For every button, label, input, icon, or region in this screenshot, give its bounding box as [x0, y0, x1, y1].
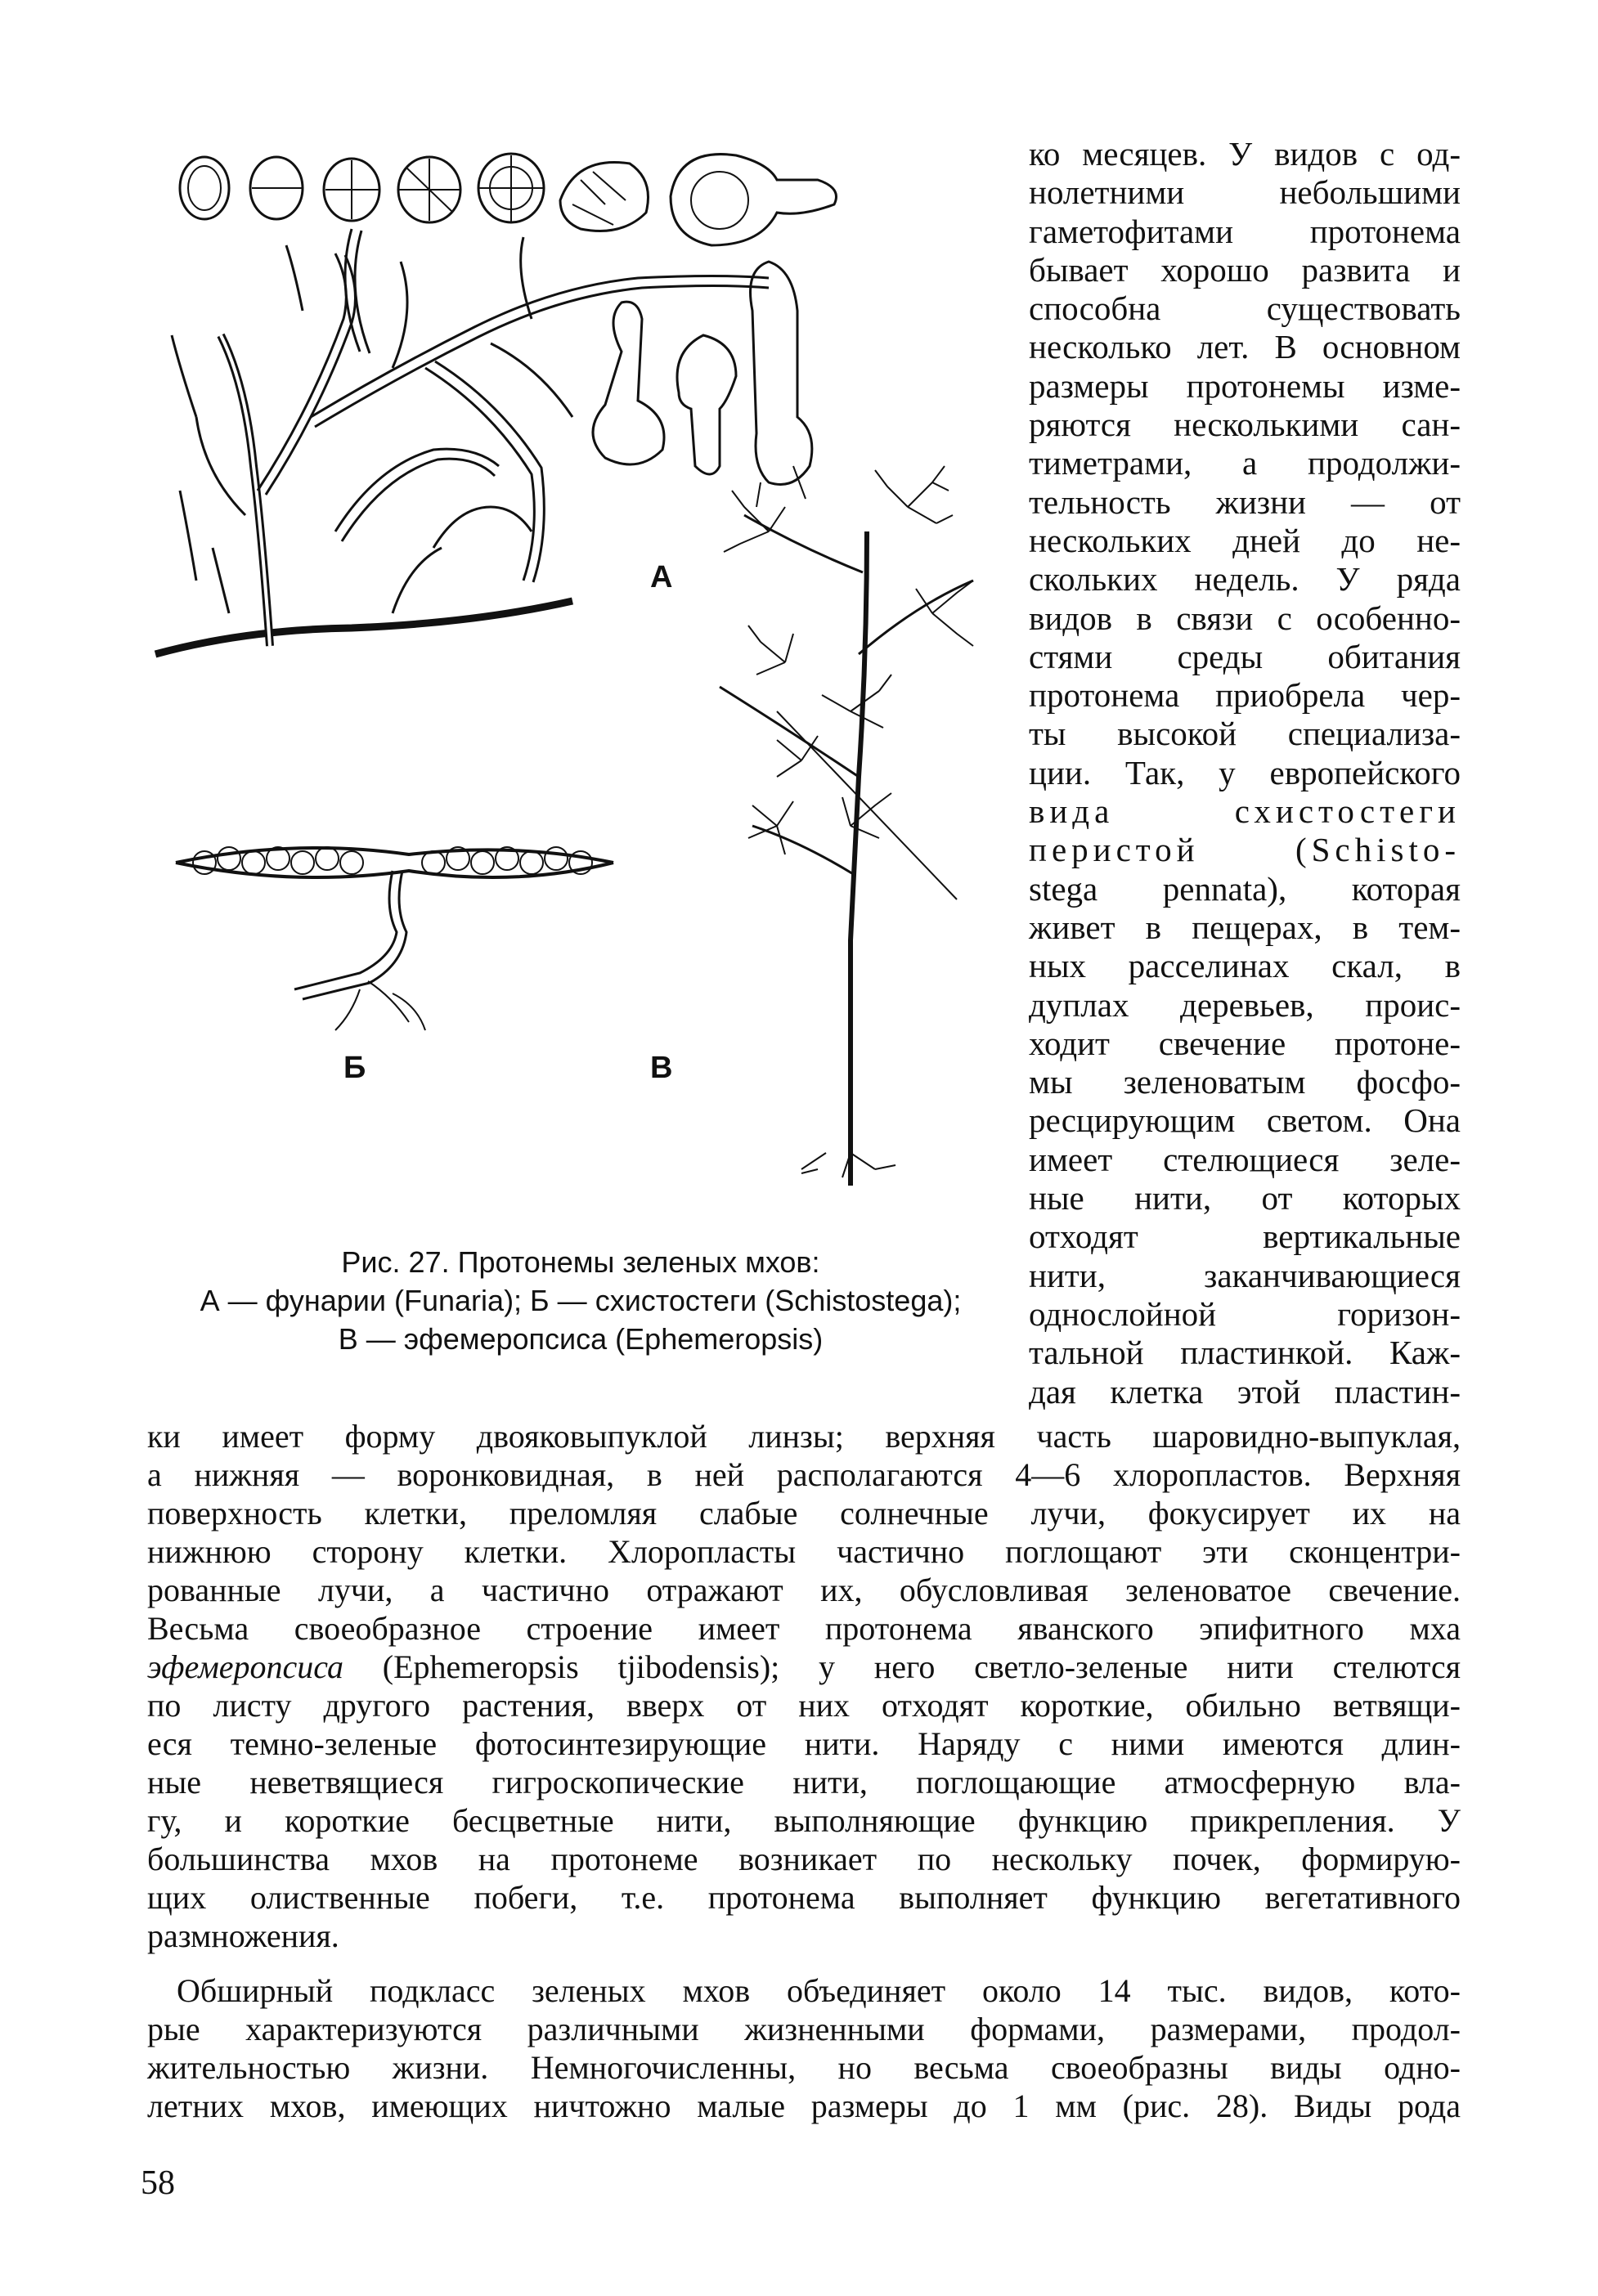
germinating-spores — [593, 262, 812, 507]
text-line: нолетними небольшими — [1029, 173, 1461, 212]
text-line: ресцирующим светом. Она — [1029, 1101, 1461, 1140]
text-line: способна существовать — [1029, 289, 1461, 328]
text-line: большинства мхов на протонеме возникает по нескольку почек, формирую- — [147, 1841, 1461, 1877]
text-line: ряются несколькими сан- — [1029, 406, 1461, 444]
text-line: Весьма своеобразное строение имеет протонема яванского эпифитного мха — [147, 1610, 1461, 1647]
text-line: размеры протонемы изме- — [1029, 366, 1461, 405]
caption-line: Рис. 27. Протонемы зеленых мхов: — [341, 1245, 820, 1279]
text-line: протонема приобрела чер- — [1029, 676, 1461, 715]
text-line: вида схистостеги — [1029, 792, 1461, 831]
text-line: тальной пластинкой. Каж- — [1029, 1334, 1461, 1372]
protonema-illustration — [147, 123, 1014, 1226]
text-line: гаметофитами протонема — [1029, 212, 1461, 250]
text-line: жительностью жизни. Немногочисленны, но весьма своеобразны виды одно- — [147, 2049, 1461, 2086]
funaria-protonema — [155, 229, 769, 654]
schistostega-protonema — [176, 847, 613, 1030]
text-line: скольких недель. У ряда — [1029, 560, 1461, 599]
page-number: 58 — [141, 2164, 175, 2202]
figure-caption — [147, 1243, 1014, 1358]
text-line: stega pennata), которая — [1029, 869, 1461, 908]
text-line: дуплах деревьев, проис- — [1029, 985, 1461, 1024]
text-line: еся темно-зеленые фотосинтезирующие нити. Наряду с ними имеются длин- — [147, 1725, 1461, 1762]
text-line: летних мхов, имеющих ничтожно малые размеры до 1 мм (рис. 28). Виды рода — [147, 2087, 1461, 2124]
caption-line: А — фунарии (Funaria); Б — схистостеги (Schistostega); — [200, 1284, 962, 1317]
figure-label-b: Б — [343, 1051, 366, 1085]
text-line: нескольких дней до не- — [1029, 521, 1461, 559]
text-line: ко месяцев. У видов с од- — [1029, 135, 1461, 173]
ephemeropsis-protonema — [720, 466, 973, 1186]
text-line: по листу другого растения, вверх от них отходят короткие, обильно ветвящи- — [147, 1687, 1461, 1724]
text-line: несколько лет. В основном — [1029, 328, 1461, 366]
text-line: мы зеленоватым фосфо- — [1029, 1063, 1461, 1101]
text-line: дая клетка этой пластин- — [1029, 1372, 1461, 1410]
figure-label-c: В — [650, 1051, 673, 1085]
text-line: гу, и короткие бесцветные нити, выполняющие функцию прикрепления. У — [147, 1802, 1461, 1839]
text-line: видов в связи с особенно- — [1029, 599, 1461, 637]
figure-label-a: А — [650, 560, 673, 594]
text-line: нити, заканчивающиеся — [1029, 1256, 1461, 1294]
text-line: Обширный подкласс зеленых мхов объединяет около 14 тыс. видов, кото- — [177, 1972, 1461, 2009]
caption-line: В — эфемеропсиса (Ephemeropsis) — [338, 1322, 824, 1356]
text-line: поверхность клетки, преломляя слабые солнечные лучи, фокусирует их на — [147, 1495, 1461, 1531]
text-line: ных расселинах скал, в — [1029, 947, 1461, 985]
text-line: однослойной горизон- — [1029, 1294, 1461, 1333]
text-line: отходят вертикальные — [1029, 1218, 1461, 1256]
text-line: размножения. — [147, 1917, 339, 1954]
text-line: щих олиственные побеги, т.е. протонема выполняет функцию вегетативного — [147, 1879, 1461, 1916]
text-line: бывает хорошо развита и — [1029, 250, 1461, 289]
figure-27 — [147, 123, 1014, 1226]
side-column-text — [1029, 135, 1461, 1411]
text-line: перистой (Schisto- — [1029, 831, 1461, 869]
body-text — [147, 1417, 1461, 2125]
text-line: ки имеет форму двояковыпуклой линзы; верхняя часть шаровидно-выпуклая, — [147, 1418, 1461, 1455]
text-line: тиметрами, а продолжи- — [1029, 444, 1461, 482]
text-line: рые характеризуются различными жизненными формами, размерами, продол- — [147, 2011, 1461, 2047]
text-line: рованные лучи, а частично отражают их, обусловливая зеленоватое свечение. — [147, 1572, 1461, 1608]
text-line: эфемеропсиса (Ephemeropsis tjibodensis); у него светло-зеленые нити стелются — [147, 1648, 1461, 1685]
text-line: ции. Так, у европейского — [1029, 753, 1461, 791]
text-line: имеет стелющиеся зеле- — [1029, 1140, 1461, 1178]
text-line: а нижняя — воронковидная, в ней располагаются 4—6 хлоропластов. Верхняя — [147, 1456, 1461, 1493]
text-line: ные нити, от которых — [1029, 1179, 1461, 1218]
text-line: ты высокой специализа- — [1029, 715, 1461, 753]
text-line: ходит свечение протоне- — [1029, 1024, 1461, 1062]
spore-stages — [180, 154, 837, 245]
text-line: нижнюю сторону клетки. Хлоропласты частично поглощают эти сконцентри- — [147, 1533, 1461, 1570]
text-line: тельность жизни — от — [1029, 482, 1461, 521]
text-line: стями среды обитания — [1029, 637, 1461, 675]
text-line: ные неветвящиеся гигроскопические нити, поглощающие атмосферную вла- — [147, 1764, 1461, 1800]
text-line: живет в пещерах, в тем- — [1029, 908, 1461, 946]
